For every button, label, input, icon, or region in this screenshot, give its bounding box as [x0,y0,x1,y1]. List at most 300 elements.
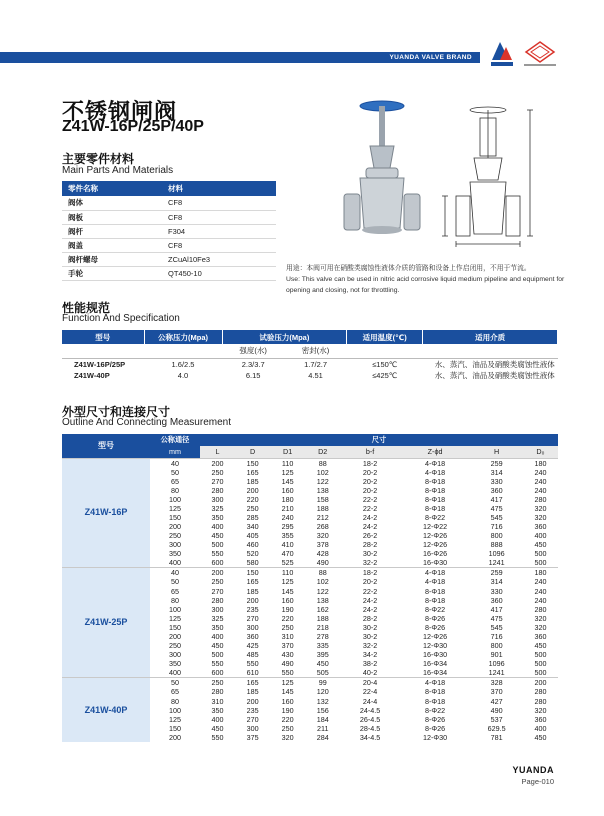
dims-cell: 22-2 [362,503,378,513]
dims-cell: 340 [246,522,259,532]
dims-cell: 38-2 [362,659,378,669]
dims-cell: 185 [246,687,259,697]
dims-cell: 325 [211,613,224,623]
dims-cell: 550 [281,668,294,678]
dims-cell: 520 [246,549,259,559]
part-name: 阀盖 [62,238,162,252]
dims-cell: 188 [316,613,329,623]
dims-cell: 310 [211,696,224,706]
dims-section-subtitle: Outline And Connecting Measurement [62,417,231,428]
dims-cell: 185 [246,586,259,596]
spec-cell-temp: ≤425℃ [372,370,398,380]
dims-cell: 8-Φ18 [425,485,446,495]
dims-cell: 120 [316,687,329,697]
dims-cell: 350 [211,705,224,715]
parts-header-row [62,181,276,196]
dims-cell: 160 [281,595,294,605]
dims-cell: 500 [534,549,547,559]
spec-cell-model: Z41W-16P/25P [74,359,126,369]
dims-cell: 18-2 [340,568,400,578]
use-description-en: Use: This valve can be used in nitric acid corrosive liquid medium pipeline and equipment for opening and closing, not for throttling. [286,276,565,294]
spec-col-seal: 密封(水) [284,344,346,358]
dims-cell: 270 [211,586,224,596]
dims-cell: 240 [534,595,547,605]
dims-cell: 475 [490,613,503,623]
dims-cell: 100 [169,604,181,614]
page-title-en: Z41W-16P/25P/40P [62,118,204,135]
dims-cell: 150 [235,458,270,468]
dims-cell: 50 [150,678,200,688]
dims-cell: 320 [534,622,547,632]
dims-cell: 235 [246,604,259,614]
dims-col-dn: 公称通径 [150,434,200,446]
dims-row [62,458,558,468]
dims-cell: 8-Φ26 [425,613,446,623]
dims-cell: 125 [281,577,294,587]
dims-cell: 240 [534,577,547,587]
dims-cell: 22-2 [362,494,378,504]
dims-cell: 218 [316,622,329,632]
dims-cell: 250 [169,641,181,651]
dims-cell: 165 [246,467,259,477]
dims-cell: 350 [169,549,181,559]
dims-cell: 460 [246,540,259,550]
dims-cell: 8-Φ18 [425,595,446,605]
dims-cell: 110 [270,458,305,468]
dims-cell: 525 [281,558,294,568]
dims-cell: 450 [211,531,224,541]
dims-cell: 280 [211,485,224,495]
dims-cell: 320 [534,513,547,523]
dims-cell: 210 [281,503,294,513]
dims-cell: 150 [169,513,181,523]
dims-cell: 360 [246,632,259,642]
parts-section-title: 主要零件材料 [62,152,135,166]
dims-cell: 314 [490,467,503,477]
spec-col-nominal-pressure: 公称压力(Mpa) [144,330,222,344]
dims-cell: 280 [534,687,547,697]
part-name: 阀杆 [62,224,162,238]
spec-col-model: 型号 [62,330,144,344]
dims-cell: 629.5 [487,723,506,733]
dims-cell: 50 [171,467,179,477]
part-name: 手轮 [62,266,162,280]
dims-cell: 300 [169,540,181,550]
part-name: 阀板 [62,210,162,224]
dims-cell: 102 [316,467,329,477]
dims-cell: 132 [316,696,329,706]
dims-cell: 580 [246,558,259,568]
dims-cell: 325 [211,503,224,513]
dims-cell: 781 [490,732,503,742]
dims-cell: 99 [305,678,340,688]
dims-cell: 600 [211,668,224,678]
part-material: F304 [162,224,276,238]
dims-cell: 400 [534,723,547,733]
dims-cell: 12-Φ26 [423,540,448,550]
dims-cell: 88 [305,458,340,468]
dims-model-cell: Z41W-16P [62,458,150,568]
dims-cell: 500 [534,659,547,669]
dims-cell: 200 [200,568,235,578]
spec-table [62,330,558,381]
dims-cell: 310 [281,632,294,642]
dims-cell: 235 [246,705,259,715]
spec-cell-model: Z41W-40P [74,370,110,380]
dims-subcol: D1 [270,446,305,458]
dims-cell: 145 [281,586,294,596]
dims-cell: 200 [169,732,181,742]
spec-cell-temp: ≤150℃ [372,359,398,369]
dims-cell: 268 [316,522,329,532]
dims-cell: 716 [490,522,503,532]
dims-cell: 400 [211,632,224,642]
dims-subcol: D₀ [523,446,558,458]
dims-cell: 537 [490,714,503,724]
dims-cell: 450 [534,641,547,651]
dims-cell: 190 [281,604,294,614]
dims-cell: 80 [171,696,179,706]
spec-cell-strength: 2.3/3.7 [241,359,265,369]
dims-cell: 125 [169,503,181,513]
parts-row [62,252,276,266]
dims-cell: 4-Φ18 [400,458,470,468]
dims-subcol: L [200,446,235,458]
dims-cell: 80 [171,595,179,605]
dims-cell: 20-2 [362,577,378,587]
dims-cell: 350 [211,513,224,523]
dims-subcol: mm [150,446,200,458]
dims-cell: 550 [211,549,224,559]
dims-cell: 12-Φ26 [423,531,448,541]
dims-cell: 184 [316,714,329,724]
dims-cell: 1096 [488,659,505,669]
dims-cell: 80 [171,485,179,495]
part-material: CF8 [162,238,276,252]
dims-cell: 300 [246,723,259,733]
dims-cell: 450 [534,540,547,550]
parts-row [62,224,276,238]
parts-row [62,266,276,280]
dims-cell: 4-Φ18 [400,678,470,688]
dims-cell: 110 [270,568,305,578]
dims-cell: 34-2 [362,650,378,660]
dims-cell: 20-2 [362,476,378,486]
dims-cell: 285 [246,513,259,523]
dims-cell: 180 [281,494,294,504]
dims-cell: 280 [534,696,547,706]
dims-cell: 40 [150,458,200,468]
dims-cell: 122 [316,586,329,596]
dims-cell: 600 [211,558,224,568]
dims-cell: 16-Φ30 [423,558,448,568]
parts-row [62,210,276,224]
dims-cell: 88 [305,568,340,578]
dims-cell: 26-2 [362,531,378,541]
spec-cell-seal: 4.51 [308,370,323,380]
part-material: QT450-10 [162,266,276,280]
dims-cell: 20-4 [340,678,400,688]
dims-cell: 1096 [488,549,505,559]
dims-cell: 125 [281,467,294,477]
dims-cell: 545 [490,513,503,523]
dims-cell: 901 [490,650,503,660]
dims-cell: 4-Φ18 [400,568,470,578]
dims-cell: 490 [316,558,329,568]
dims-cell: 250 [211,577,224,587]
dims-cell: 240 [534,467,547,477]
dims-cell: 125 [169,714,181,724]
dims-cell: 350 [211,622,224,632]
dims-cell: 26-4.5 [359,714,381,724]
dims-cell: 240 [534,485,547,495]
dims-cell: 355 [281,531,294,541]
dims-cell: 32-2 [362,558,378,568]
dims-col-size: 尺寸 [200,434,558,446]
dims-row [62,568,558,578]
dims-cell: 430 [281,650,294,660]
dims-col-model: 型号 [62,434,150,458]
dims-cell: 328 [470,678,523,688]
dims-cell: 180 [523,568,558,578]
dims-cell: 122 [316,476,329,486]
dims-cell: 65 [171,476,179,486]
dims-cell: 450 [211,641,224,651]
dims-cell: 65 [171,687,179,697]
spec-cell-media: 水、蒸汽、油品及硝酸类腐蚀性液体 [434,370,555,380]
dims-cell: 400 [211,522,224,532]
dims-cell: 425 [246,641,259,651]
dims-cell: 270 [211,476,224,486]
dims-subcol: D2 [305,446,340,458]
dims-cell: 24-2 [362,604,378,614]
part-name: 阀体 [62,196,162,210]
dims-cell: 30-2 [362,632,378,642]
dims-cell: 32-2 [362,641,378,651]
dims-cell: 470 [281,549,294,559]
dims-cell: 270 [246,613,259,623]
dims-cell: 405 [246,531,259,541]
part-material: ZCuAl10Fe3 [162,252,276,266]
dims-cell: 24-2 [362,595,378,605]
footer-brand: YUANDA [512,765,554,775]
parts-row [62,196,276,210]
dims-cell: 212 [316,513,329,523]
dims-cell: 545 [490,622,503,632]
dims-cell: 490 [490,705,503,715]
dims-cell: 400 [211,714,224,724]
dims-cell: 450 [211,723,224,733]
dims-cell: 485 [246,650,259,660]
spec-col-temp: 适用温度(℃) [347,330,423,344]
part-name: 阀杆螺母 [62,252,162,266]
dims-cell: 800 [490,641,503,651]
dims-cell: 259 [470,568,523,578]
dims-cell: 158 [316,494,329,504]
spec-col-strength: 强度(水) [222,344,284,358]
dims-cell: 145 [281,476,294,486]
dims-cell: 335 [316,641,329,651]
dims-cell: 211 [316,723,329,733]
spec-section-subtitle: Function And Specification [62,313,180,324]
dims-cell: 200 [523,678,558,688]
dims-cell: 400 [169,558,181,568]
dims-cell: 190 [281,705,294,715]
dims-cell: 12-Φ26 [423,632,448,642]
dims-cell: 200 [246,696,259,706]
dims-cell: 280 [534,604,547,614]
dims-cell: 500 [211,650,224,660]
dims-cell: 500 [534,650,547,660]
dims-cell: 370 [490,687,503,697]
dims-cell: 22-4 [362,687,378,697]
dims-cell: 34-4.5 [359,732,381,742]
dims-cell: 550 [246,659,259,669]
dims-cell: 24-4.5 [359,705,381,715]
spec-cell-strength: 6.15 [245,370,261,380]
dims-subcol: H [470,446,523,458]
dims-cell: 500 [211,540,224,550]
dims-cell: 259 [470,458,523,468]
dims-cell: 360 [534,714,547,724]
spec-cell-seal: 1.7/2.7 [304,359,327,369]
dims-cell: 12-Φ30 [423,732,448,742]
valve-technical-drawing [442,107,533,247]
dims-cell: 400 [169,668,181,678]
dims-cell: 24-4 [362,696,378,706]
dims-cell: 8-Φ18 [425,494,446,504]
dims-cell: 8-Φ26 [425,714,446,724]
dims-cell: 350 [169,659,181,669]
dims-cell: 240 [534,476,547,486]
dims-cell: 450 [534,732,547,742]
dims-cell: 24-2 [362,513,378,523]
dims-cell: 475 [490,503,503,513]
dims-cell: 284 [316,732,329,742]
dims-cell: 200 [246,485,259,495]
dims-cell: 888 [490,540,503,550]
dims-cell: 145 [281,687,294,697]
dims-cell: 410 [281,540,294,550]
dims-cell: 162 [316,604,329,614]
parts-table [62,181,276,281]
dims-cell: 150 [235,568,270,578]
dims-cell: 165 [235,678,270,688]
dims-cell: 138 [316,595,329,605]
dims-cell: 250 [281,622,294,632]
dims-cell: 28-2 [362,540,378,550]
parts-row [62,238,276,252]
dims-cell: 8-Φ18 [425,503,446,513]
dims-cell: 160 [281,485,294,495]
brand-label: YUANDA VALVE BRAND [381,52,480,63]
dims-cell: 220 [281,714,294,724]
page-number: Page-010 [521,777,554,786]
dims-subcol: Z-ϕd [400,446,470,458]
dims-model-cell: Z41W-40P [62,678,150,742]
valve-drawing [330,96,560,256]
dims-cell: 250 [281,723,294,733]
dims-cell: 417 [490,604,503,614]
dims-table [62,434,558,742]
spec-col-media: 适用介质 [423,330,558,344]
dims-cell: 200 [246,595,259,605]
dims-cell: 24-2 [362,522,378,532]
dims-cell: 500 [534,668,547,678]
dims-cell: 65 [171,586,179,596]
dims-cell: 12-Φ30 [423,641,448,651]
dims-cell: 125 [169,613,181,623]
dims-cell: 150 [169,622,181,632]
dims-cell: 28-2 [362,613,378,623]
dims-cell: 16-Φ26 [423,549,448,559]
dims-cell: 240 [281,513,294,523]
spec-col-test-pressure: 试验压力(Mpa) [222,330,347,344]
dims-cell: 100 [169,705,181,715]
dims-subcol: b-f [340,446,400,458]
dims-row [62,678,558,688]
dims-cell: 200 [200,458,235,468]
dims-cell: 8-Φ18 [425,476,446,486]
dims-cell: 320 [316,531,329,541]
dims-cell: 8-Φ18 [425,687,446,697]
spec-section-title: 性能规范 [62,301,111,315]
dims-cell: 300 [169,650,181,660]
certification-logo-icon [520,40,560,68]
dims-cell: 20-2 [362,485,378,495]
dims-cell: 370 [281,641,294,651]
dims-cell: 1241 [488,668,505,678]
dims-cell: 8-Φ22 [425,705,446,715]
dims-cell: 320 [281,732,294,742]
dims-cell: 240 [534,586,547,596]
dims-cell: 180 [523,458,558,468]
dims-cell: 185 [246,476,259,486]
dims-subcol: D [235,446,270,458]
dims-cell: 300 [246,622,259,632]
valve-photo [344,101,420,234]
dims-cell: 270 [246,714,259,724]
dims-cell: 320 [534,613,547,623]
dims-cell: 30-2 [362,549,378,559]
dims-cell: 330 [490,586,503,596]
dims-cell: 4-Φ18 [425,467,446,477]
dims-cell: 220 [281,613,294,623]
spec-row [62,370,558,381]
part-material: CF8 [162,196,276,210]
dims-cell: 30-2 [362,622,378,632]
dims-cell: 188 [316,503,329,513]
dims-cell: 102 [316,577,329,587]
dims-cell: 716 [490,632,503,642]
dims-cell: 427 [490,696,503,706]
dims-cell: 22-2 [362,586,378,596]
dims-cell: 505 [316,668,329,678]
dims-cell: 160 [281,696,294,706]
dims-cell: 150 [169,723,181,733]
dims-cell: 280 [211,595,224,605]
dims-cell: 428 [316,549,329,559]
dims-cell: 28-4.5 [359,723,381,733]
dims-cell: 278 [316,632,329,642]
parts-col-part: 零件名称 [62,181,162,196]
dims-cell: 375 [246,732,259,742]
spec-row [62,358,558,370]
dims-cell: 16-Φ30 [423,650,448,660]
dims-cell: 295 [281,522,294,532]
dims-cell: 400 [534,531,547,541]
dims-cell: 360 [534,632,547,642]
